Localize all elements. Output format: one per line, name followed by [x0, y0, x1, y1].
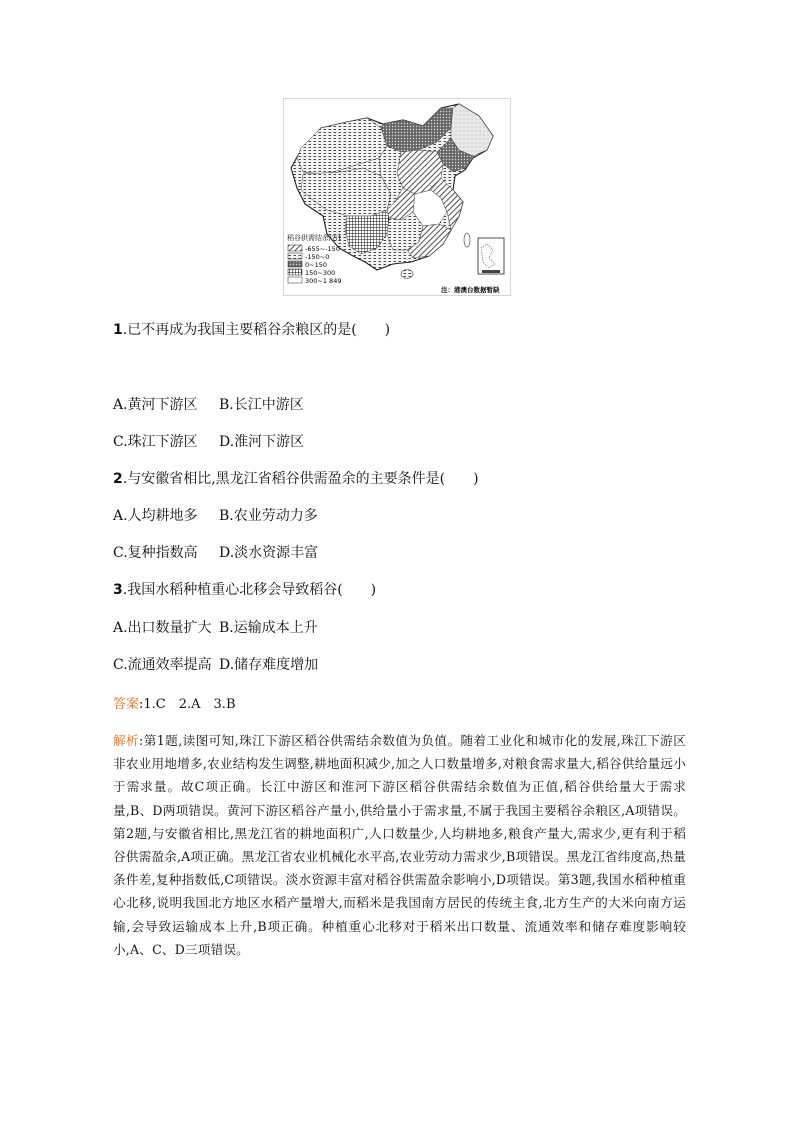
analysis-text: :第1题,读图可知,珠江下游区稻谷供需结余数值为负值。随着工业化和城市化的发展,珠江下游区非农业用地增多,农业结构发生调整,耕地面积减少,加之人口数量增多,对粮食需求量大,稻谷供给量远小于需求量。故C项正确。长江中游区和淮河下游区稻谷供需结余数值为正值,稻谷供给量大于需求量,B、D两项错误。黄河下游区稻谷产量小,供给量小于需求量,不属于我国主要稻谷余粮区,A项错误。第2题,与安徽省相比,黑龙江省的耕地面积广,人口数量少,人均耕地多,粮食产量大,需求少,更有利于稻谷供需盈余,A项正确。黑龙江省农业机械化水平高,农业劳动力需求少,B项错误。黑龙江省纬度高,热量条件差,复种指数低,C项错误。淡水资源丰富对稻谷供需盈余影响小,D项错误。第3题,我国水稻种植重心北移,说明我国北方地区水稻产量增大,而稻米是我国南方居民的传统主食,北方生产的大米向南方运输,会导致运输成本上升,B项正确。种植重心北移对于稻米出口数量、流通效率和储存难度影响较小,A、C、D三项错误。 — [113, 733, 687, 957]
question-number: 1 — [113, 322, 123, 338]
map-note: 注：港澳台数据暂缺 — [441, 286, 500, 294]
question-2 — [113, 470, 479, 488]
option-a[interactable]: A.黄河下游区 — [113, 397, 198, 413]
option-b[interactable]: B.运输成本上升 — [219, 620, 318, 636]
question-3-options-row-2 — [113, 656, 318, 674]
answer-text: :1.C 2.A 3.B — [139, 697, 236, 712]
option-c[interactable]: C.流通效率提高 — [113, 657, 212, 673]
question-3-options-row-1 — [113, 619, 318, 637]
option-b[interactable]: B.长江中游区 — [219, 397, 304, 413]
south-china-sea-inset — [478, 238, 504, 274]
question-1-options-row-1 — [113, 396, 304, 414]
question-1 — [113, 321, 390, 339]
analysis-paragraph — [113, 729, 686, 961]
legend-swatch-5 — [288, 277, 302, 283]
answer-label: 答案 — [113, 697, 140, 712]
question-2-options-row-2 — [113, 544, 318, 562]
option-c[interactable]: C.复种指数高 — [113, 545, 198, 561]
option-a[interactable]: A.出口数量扩大 — [113, 620, 212, 636]
rice-balance-map-figure — [283, 98, 511, 296]
option-d[interactable]: D.淮河下游区 — [219, 434, 305, 450]
legend-label-2: -150~0 — [305, 253, 330, 261]
option-b[interactable]: B.农业劳动力多 — [219, 508, 318, 524]
question-number: 3 — [113, 582, 123, 598]
question-stem: .已不再成为我国主要稻谷余粮区的是( ) — [122, 322, 391, 338]
question-stem: .我国水稻种植重心北移会导致稻谷( ) — [122, 582, 377, 598]
legend-label-5: 300~1 849 — [305, 277, 342, 285]
legend-swatch-1 — [288, 245, 302, 251]
question-2-options-row-1 — [113, 507, 318, 525]
legend-swatch-2 — [288, 253, 302, 259]
legend-swatch-4 — [288, 269, 302, 275]
legend-label-4: 150~300 — [305, 269, 336, 277]
question-number: 2 — [113, 471, 123, 487]
question-1-options-row-2 — [113, 433, 304, 451]
legend-title: 稻谷供需结余/万t — [287, 234, 342, 242]
legend-label-3: 0~150 — [305, 261, 327, 269]
china-rice-map — [283, 98, 511, 296]
analysis-label: 解析 — [113, 733, 140, 748]
option-a[interactable]: A.人均耕地多 — [113, 508, 198, 524]
answer-line — [113, 693, 236, 712]
legend-swatch-3 — [288, 261, 302, 267]
legend-label-1: -655~-150 — [305, 245, 340, 253]
question-3 — [113, 581, 376, 599]
option-d[interactable]: D.淡水资源丰富 — [219, 545, 319, 561]
option-d[interactable]: D.储存难度增加 — [219, 657, 319, 673]
question-stem: .与安徽省相比,黑龙江省稻谷供需盈余的主要条件是( ) — [122, 471, 479, 487]
option-c[interactable]: C.珠江下游区 — [113, 434, 198, 450]
